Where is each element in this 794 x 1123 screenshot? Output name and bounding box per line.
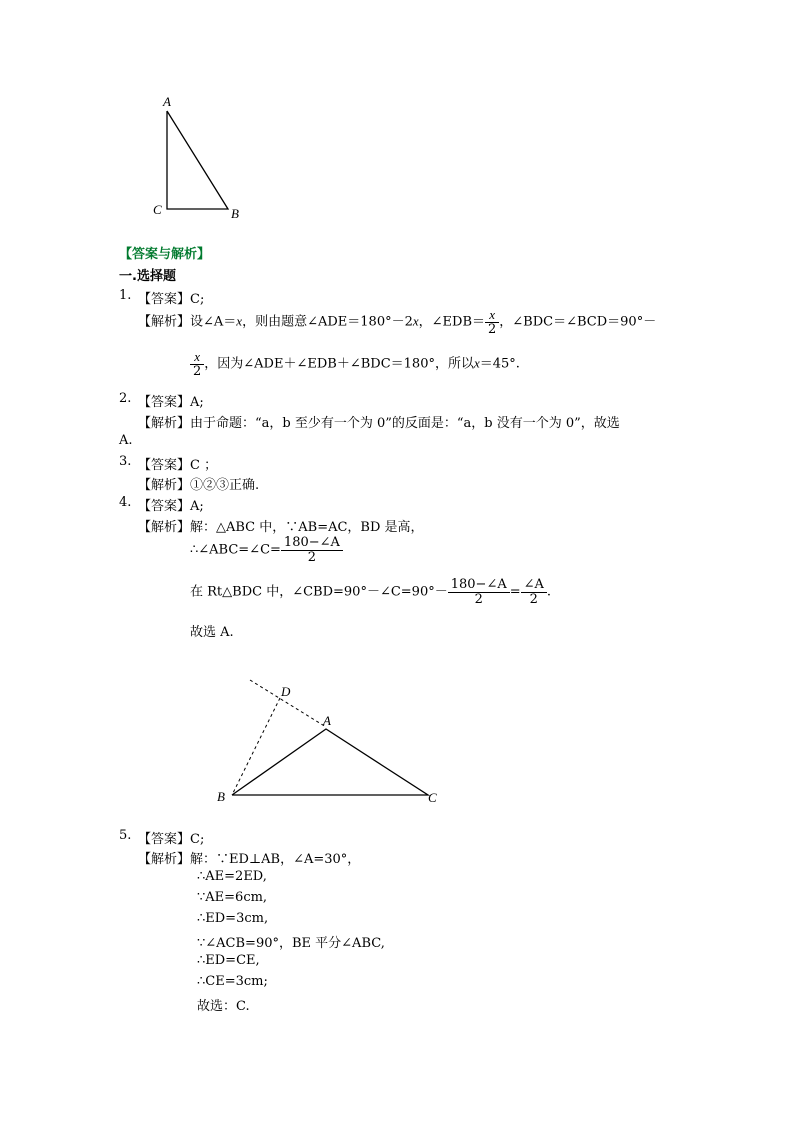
section-title: 【答案与解析】 — [119, 247, 211, 262]
q3-number: 3. — [119, 454, 132, 469]
q5-step: ∵AE=6cm, — [197, 890, 268, 905]
q4-number: 4. — [119, 495, 132, 510]
fig2-label-a: A — [323, 713, 331, 728]
q4-analysis-line1: 【解析】解：△ABC 中，∵AB=AC，BD 是高， — [138, 520, 424, 535]
q1-analysis-tag: 【解析】 — [138, 314, 191, 330]
q3-answer: 【答案】C ； — [138, 458, 218, 473]
triangle-figure-2 — [225, 670, 465, 810]
q1-number: 1. — [119, 288, 132, 303]
fraction-a-over-2: $\frac{\angle A}{2}$ — [521, 578, 547, 606]
q5-number: 5. — [119, 828, 132, 843]
q5-step: ∵∠ACB=90°，BE 平分∠ABC, — [197, 936, 385, 951]
fig1-label-c: C — [153, 202, 162, 217]
fig1-label-a: A — [163, 94, 171, 109]
fraction-180-minus-a-over-2: $\frac{180-\angle A}{2}$ — [448, 578, 510, 606]
q5-step: 故选：C. — [197, 999, 250, 1014]
fig2-label-b: B — [217, 789, 225, 804]
q5-step: ∴ED=CE, — [197, 953, 260, 968]
q5-answer: 【答案】C; — [138, 832, 205, 847]
fraction-x-over-2: $\frac{x}{2}$ — [190, 350, 204, 378]
q3-analysis-line1: 【解析】①②③正确. — [138, 478, 260, 493]
q2-number: 2. — [119, 391, 132, 406]
q4-answer: 【答案】A; — [138, 499, 204, 514]
fraction-180-minus-a-over-2: $\frac{180-\angle A}{2}$ — [281, 536, 343, 564]
fig2-label-d: D — [281, 684, 291, 699]
q4-analysis-line4: 故选 A. — [190, 625, 234, 640]
q5-step: ∴ED=3cm, — [197, 911, 269, 926]
q5-step: ∴AE=2ED, — [197, 869, 267, 884]
q5-step: ∴CE=3cm; — [197, 974, 268, 989]
fig1-label-b: B — [231, 206, 239, 221]
q1-answer: 【答案】C; — [138, 292, 205, 307]
q4-analysis-line2: ∴∠ABC=∠C= $\frac{180-\angle A}{2}$ — [190, 536, 343, 564]
fig2-label-c: C — [428, 790, 437, 805]
q1-analysis-line2: $\frac{x}{2}$ ，因为∠ADE＋∠EDB＋∠BDC＝180°，所以x＝45°. — [190, 350, 520, 378]
part-title: 一.选择题 — [119, 269, 176, 284]
q2-analysis-line1: 【解析】由于命题：“a，b 至少有一个为 0”的反面是：“a，b 没有一个为 0”，故选 — [138, 416, 620, 431]
q5-analysis-line1: 【解析】解：∵ED⊥AB，∠A=30°， — [138, 852, 361, 867]
q2-analysis-line2: A. — [119, 433, 133, 448]
q2-answer: 【答案】A; — [138, 395, 204, 410]
q1-analysis-line1: 【解析】设∠A＝x，则由题意∠ADE＝180°－2x，∠EDB＝ $\frac{x}{2}$ ，∠BDC＝∠BCD＝90°－ — [138, 307, 657, 337]
q4-analysis-line3: 在 Rt△BDC 中，∠CBD=90°－∠C=90°－ $\frac{180-\angle A}{2}$ = $\frac{\angle A}{2}$ . — [190, 577, 552, 607]
fraction-x-over-2: $\frac{x}{2}$ — [485, 308, 499, 336]
